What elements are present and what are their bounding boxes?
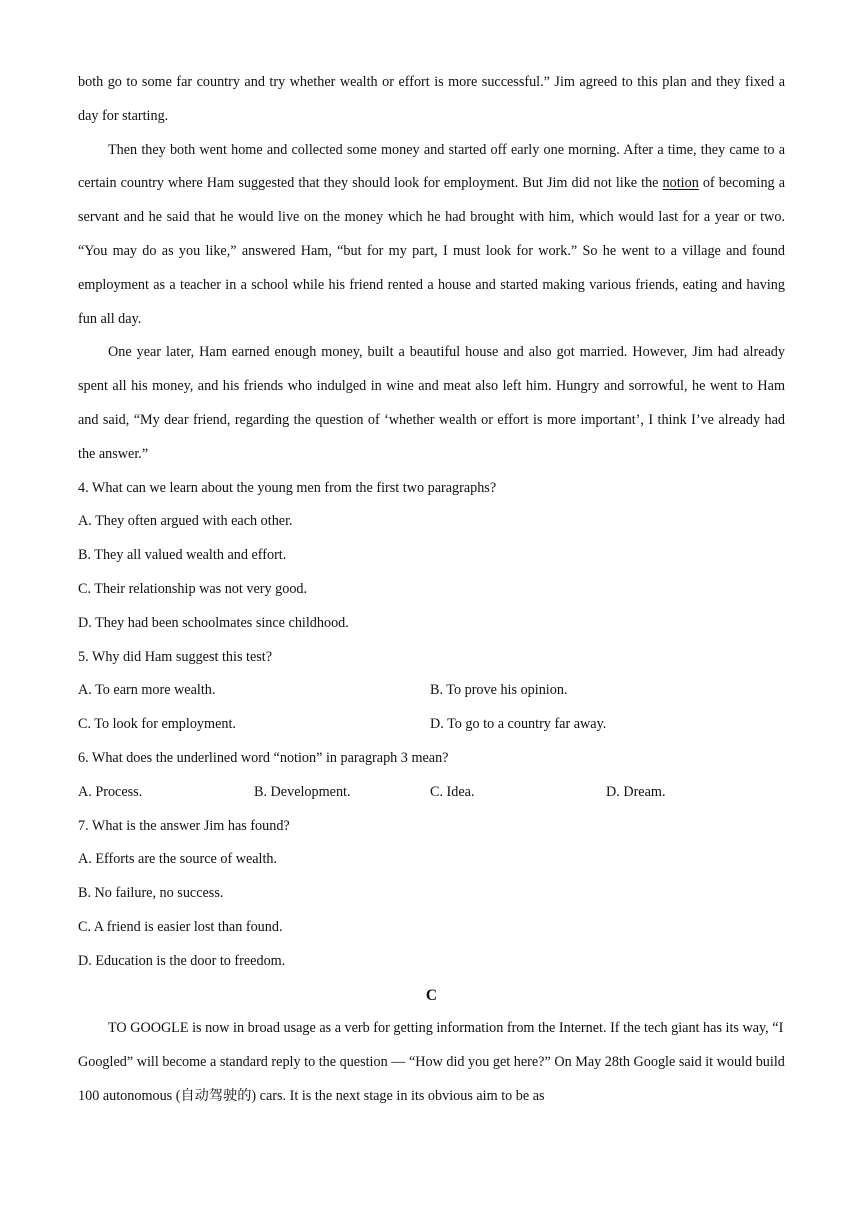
question-5-option-b: B. To prove his opinion. [430,682,568,699]
passage-b-paragraph-2-text-end: of becoming a servant and he said that he would live on the money which he had brought with him, which would last for a year or two. “You may do as you like,” answered Ham, “but for my part, I must look for work.” So he went to a village and found employment as a teacher in a school while his friend rented a house and started making various friends, eating and having fun all day. [78,175,785,327]
underlined-word-notion: notion [662,175,699,192]
question-5-options-row-2 [78,708,785,742]
question-7-stem: 7. What is the answer Jim has found? [78,817,290,834]
question-4-option-a: A. They often argued with each other. [78,513,293,530]
passage-b-paragraph-3-text: One year later, Ham earned enough money, built a beautiful house and also got married. However, Jim had already spent all his money, and his friends who indulged in wine and meat also left him. Hungry and sorrowful, he went to Ham and said, “My dear friend, regarding the question of ‘whether wealth or effort is more important’, I think I’ve already had the answer.” [78,344,785,462]
question-7-option-c: C. A friend is easier lost than found. [78,918,283,935]
passage-c-heading: C [425,986,438,1004]
question-7-option-b: B. No failure, no success. [78,885,224,902]
question-6-option-b: B. Development. [254,783,351,800]
question-6-option-c: C. Idea. [430,783,475,800]
question-6-option-d: D. Dream. [606,783,666,800]
question-7-option-d: D. Education is the door to freedom. [78,952,286,969]
question-5-stem: 5. Why did Ham suggest this test? [78,648,273,665]
passage-b-paragraph-1-text: both go to some far country and try whether wealth or effort is more successful.” Jim agreed to this plan and they fixed a day for starting. [78,74,785,124]
question-5-option-c: C. To look for employment. [78,716,236,733]
question-6-option-a: A. Process. [78,783,143,800]
passage-b-paragraph-2-text-start: Then they both went home and collected some money and started off early one morning. After a time, they came to a certain country where Ham suggested that they should look for employment. But Jim did not like the [78,141,785,192]
passage-b-paragraph-1 [78,66,785,134]
question-5-option-d: D. To go to a country far away. [430,716,607,733]
document-page [78,66,785,1114]
question-6-stem: 6. What does the underlined word “notion” in paragraph 3 mean? [78,749,449,766]
question-5-options-row-1 [78,674,785,708]
passage-b-paragraph-2 [78,134,785,337]
passage-b-paragraph-3 [78,336,785,471]
question-4-option-d: D. They had been schoolmates since childhood. [78,614,349,631]
question-6 [78,742,785,810]
question-4 [78,472,785,641]
question-5 [78,641,785,742]
question-6-options-row [78,776,785,810]
question-4-option-b: B. They all valued wealth and effort. [78,547,287,564]
question-4-option-c: C. Their relationship was not very good. [78,580,308,597]
question-4-stem: 4. What can we learn about the young men from the first two paragraphs? [78,479,497,496]
question-7 [78,810,785,979]
question-5-option-a: A. To earn more wealth. [78,682,216,699]
passage-c-paragraph-1 [78,1012,785,1113]
passage-c-paragraph-1-text: TO GOOGLE is now in broad usage as a verb for getting information from the Internet. If the tech giant has its way, “I Googled” will become a standard reply to the question — “How did you get here?” On May 28th Google said it would build 100 autonomous (自动驾驶的) cars. It is the next stage in its obvious aim to be as [78,1020,785,1104]
question-7-option-a: A. Efforts are the source of wealth. [78,851,278,868]
